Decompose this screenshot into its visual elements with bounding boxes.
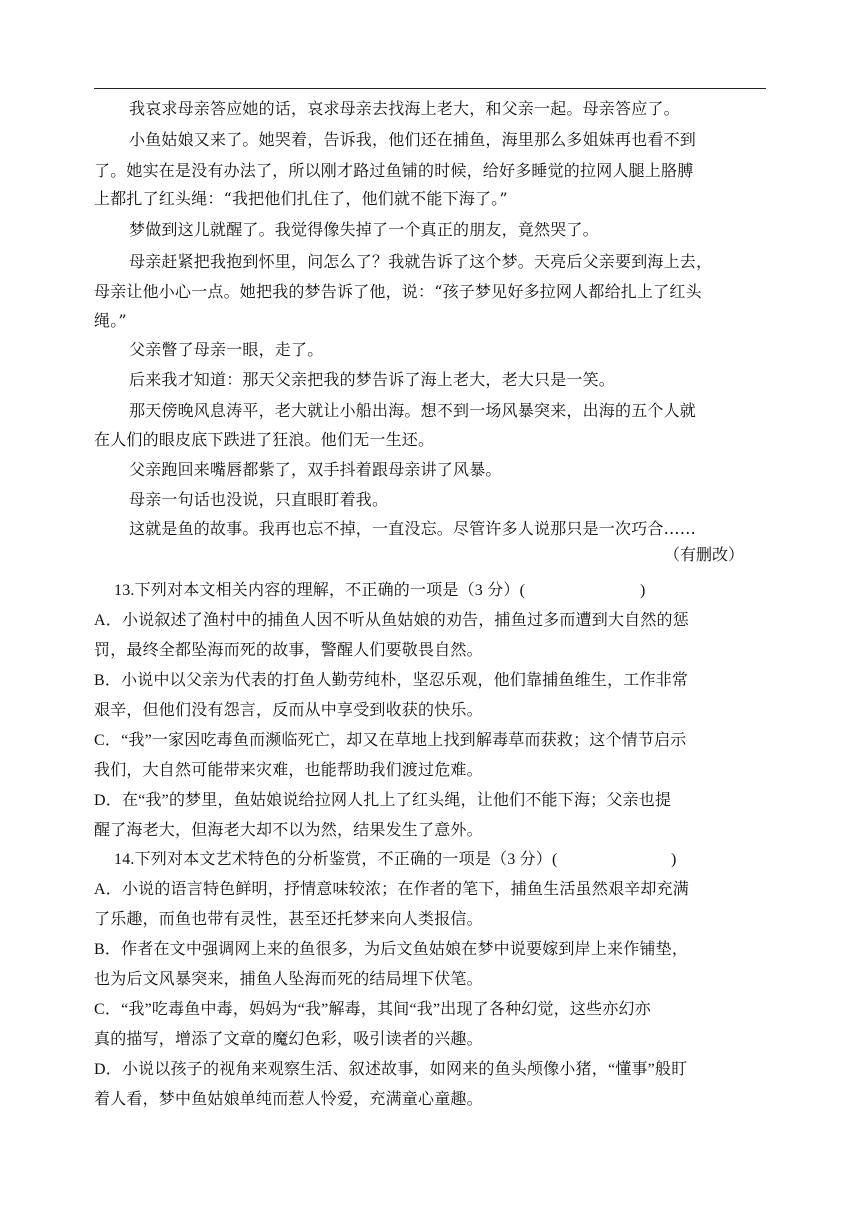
- story-line: 父亲跑回来嘴唇都紫了，双手抖着跟母亲讲了风暴。: [129, 460, 502, 479]
- story-line: 在人们的眼皮底下跌进了狂浪。他们无一生还。: [94, 430, 435, 449]
- option-line: D．在“我”的梦里，鱼姑娘说给拉网人扎上了红头绳，让他们不能下海；父亲也提: [94, 792, 672, 809]
- option-line: 着人看，梦中鱼姑娘单纯而惹人怜爱，充满童心童趣。: [94, 1091, 483, 1108]
- story-line: 后来我才知道：那天父亲把我的梦告诉了海上老大，老大只是一笑。: [129, 370, 616, 389]
- answer-blank-close: ): [640, 582, 646, 599]
- answer-blank-close: ): [671, 851, 677, 868]
- option-line: B．小说中以父亲为代表的打鱼人勤劳纯朴，坚忍乐观，他们靠捕鱼维生，工作非常: [94, 672, 689, 689]
- option-line: 醒了海老大，但海老大却不以为然，结果发生了意外。: [94, 822, 483, 839]
- option-line: 罚，最终全都坠海而死的故事，警醒人们要敬畏自然。: [94, 642, 483, 659]
- top-rule: [94, 88, 766, 89]
- option-line: A．小说的语言特色鲜明，抒情意味较浓；在作者的笔下，捕鱼生活虽然艰辛却充满: [94, 881, 689, 898]
- option-line: C．“我”吃毒鱼中毒，妈妈为“我”解毒，其间“我”出现了各种幻觉，这些亦幻亦: [94, 1001, 651, 1018]
- option-line: 艰辛，但他们没有怨言，反而从中享受到收获的快乐。: [94, 702, 483, 719]
- story-line: 母亲赶紧把我抱到怀里，问怎么了？我就告诉了这个梦。天亮后父亲要到海上去，: [129, 252, 713, 271]
- story-line: 那天傍晚风息涛平，老大就让小船出海。想不到一场风暴突来，出海的五个人就: [129, 401, 697, 420]
- story-line: 这就是鱼的故事。我再也忘不掉，一直没忘。尽管许多人说那只是一次巧合……: [129, 519, 697, 538]
- question-13-stem: 13.下列对本文相关内容的理解，不正确的一项是（3 分）(: [114, 582, 526, 599]
- story-line: 上都扎了红头绳：“我把他们扎住了，他们就不能下海了。”: [94, 189, 508, 208]
- story-line: 绳。”: [94, 311, 127, 330]
- story-line: 梦做到这儿就醒了。我觉得像失掉了一个真正的朋友，竟然哭了。: [129, 220, 599, 239]
- option-line: D．小说以孩子的视角来观察生活、叙述故事，如网来的鱼头颅像小猪，“懂事”般盯: [94, 1061, 688, 1078]
- story-line: 小鱼姑娘又来了。她哭着，告诉我，他们还在捕鱼，海里那么多姐妹再也看不到: [129, 130, 697, 149]
- option-line: A．小说叙述了渔村中的捕鱼人因不听从鱼姑娘的劝告，捕鱼过多而遭到大自然的惩: [94, 612, 689, 629]
- option-line: B．作者在文中强调网上来的鱼很多，为后文鱼姑娘在梦中说要嫁到岸上来作铺垫，: [94, 941, 689, 958]
- option-line: 也为后文风暴突来，捕鱼人坠海而死的结局埋下伏笔。: [94, 971, 483, 988]
- story-line: 父亲瞥了母亲一眼，走了。: [129, 340, 324, 359]
- edit-note: （有删改）: [664, 545, 745, 564]
- question-14-stem: 14.下列对本文艺术特色的分析鉴赏，不正确的一项是（3 分）(: [114, 851, 558, 868]
- story-line: 母亲让他小心一点。她把我的梦告诉了他，说：“孩子梦见好多拉网人都给扎上了红头: [94, 282, 702, 301]
- story-line: 了。她实在是没有办法了，所以刚才路过鱼铺的时候，给好多睡觉的拉网人腿上胳膊: [94, 161, 694, 180]
- option-line: 我们，大自然可能带来灾难，也能帮助我们渡过危难。: [94, 762, 483, 779]
- option-line: 了乐趣，而鱼也带有灵性，甚至还托梦来向人类报信。: [94, 911, 483, 928]
- option-line: C．“我”一家因吃毒鱼而濒临死亡，却又在草地上找到解毒草而获救；这个情节启示: [94, 732, 687, 749]
- story-line: 母亲一句话也没说，只直眼盯着我。: [129, 490, 389, 509]
- option-line: 真的描写，增添了文章的魔幻色彩，吸引读者的兴趣。: [94, 1031, 483, 1048]
- story-line: 我哀求母亲答应她的话，哀求母亲去找海上老大，和父亲一起。母亲答应了。: [129, 99, 680, 118]
